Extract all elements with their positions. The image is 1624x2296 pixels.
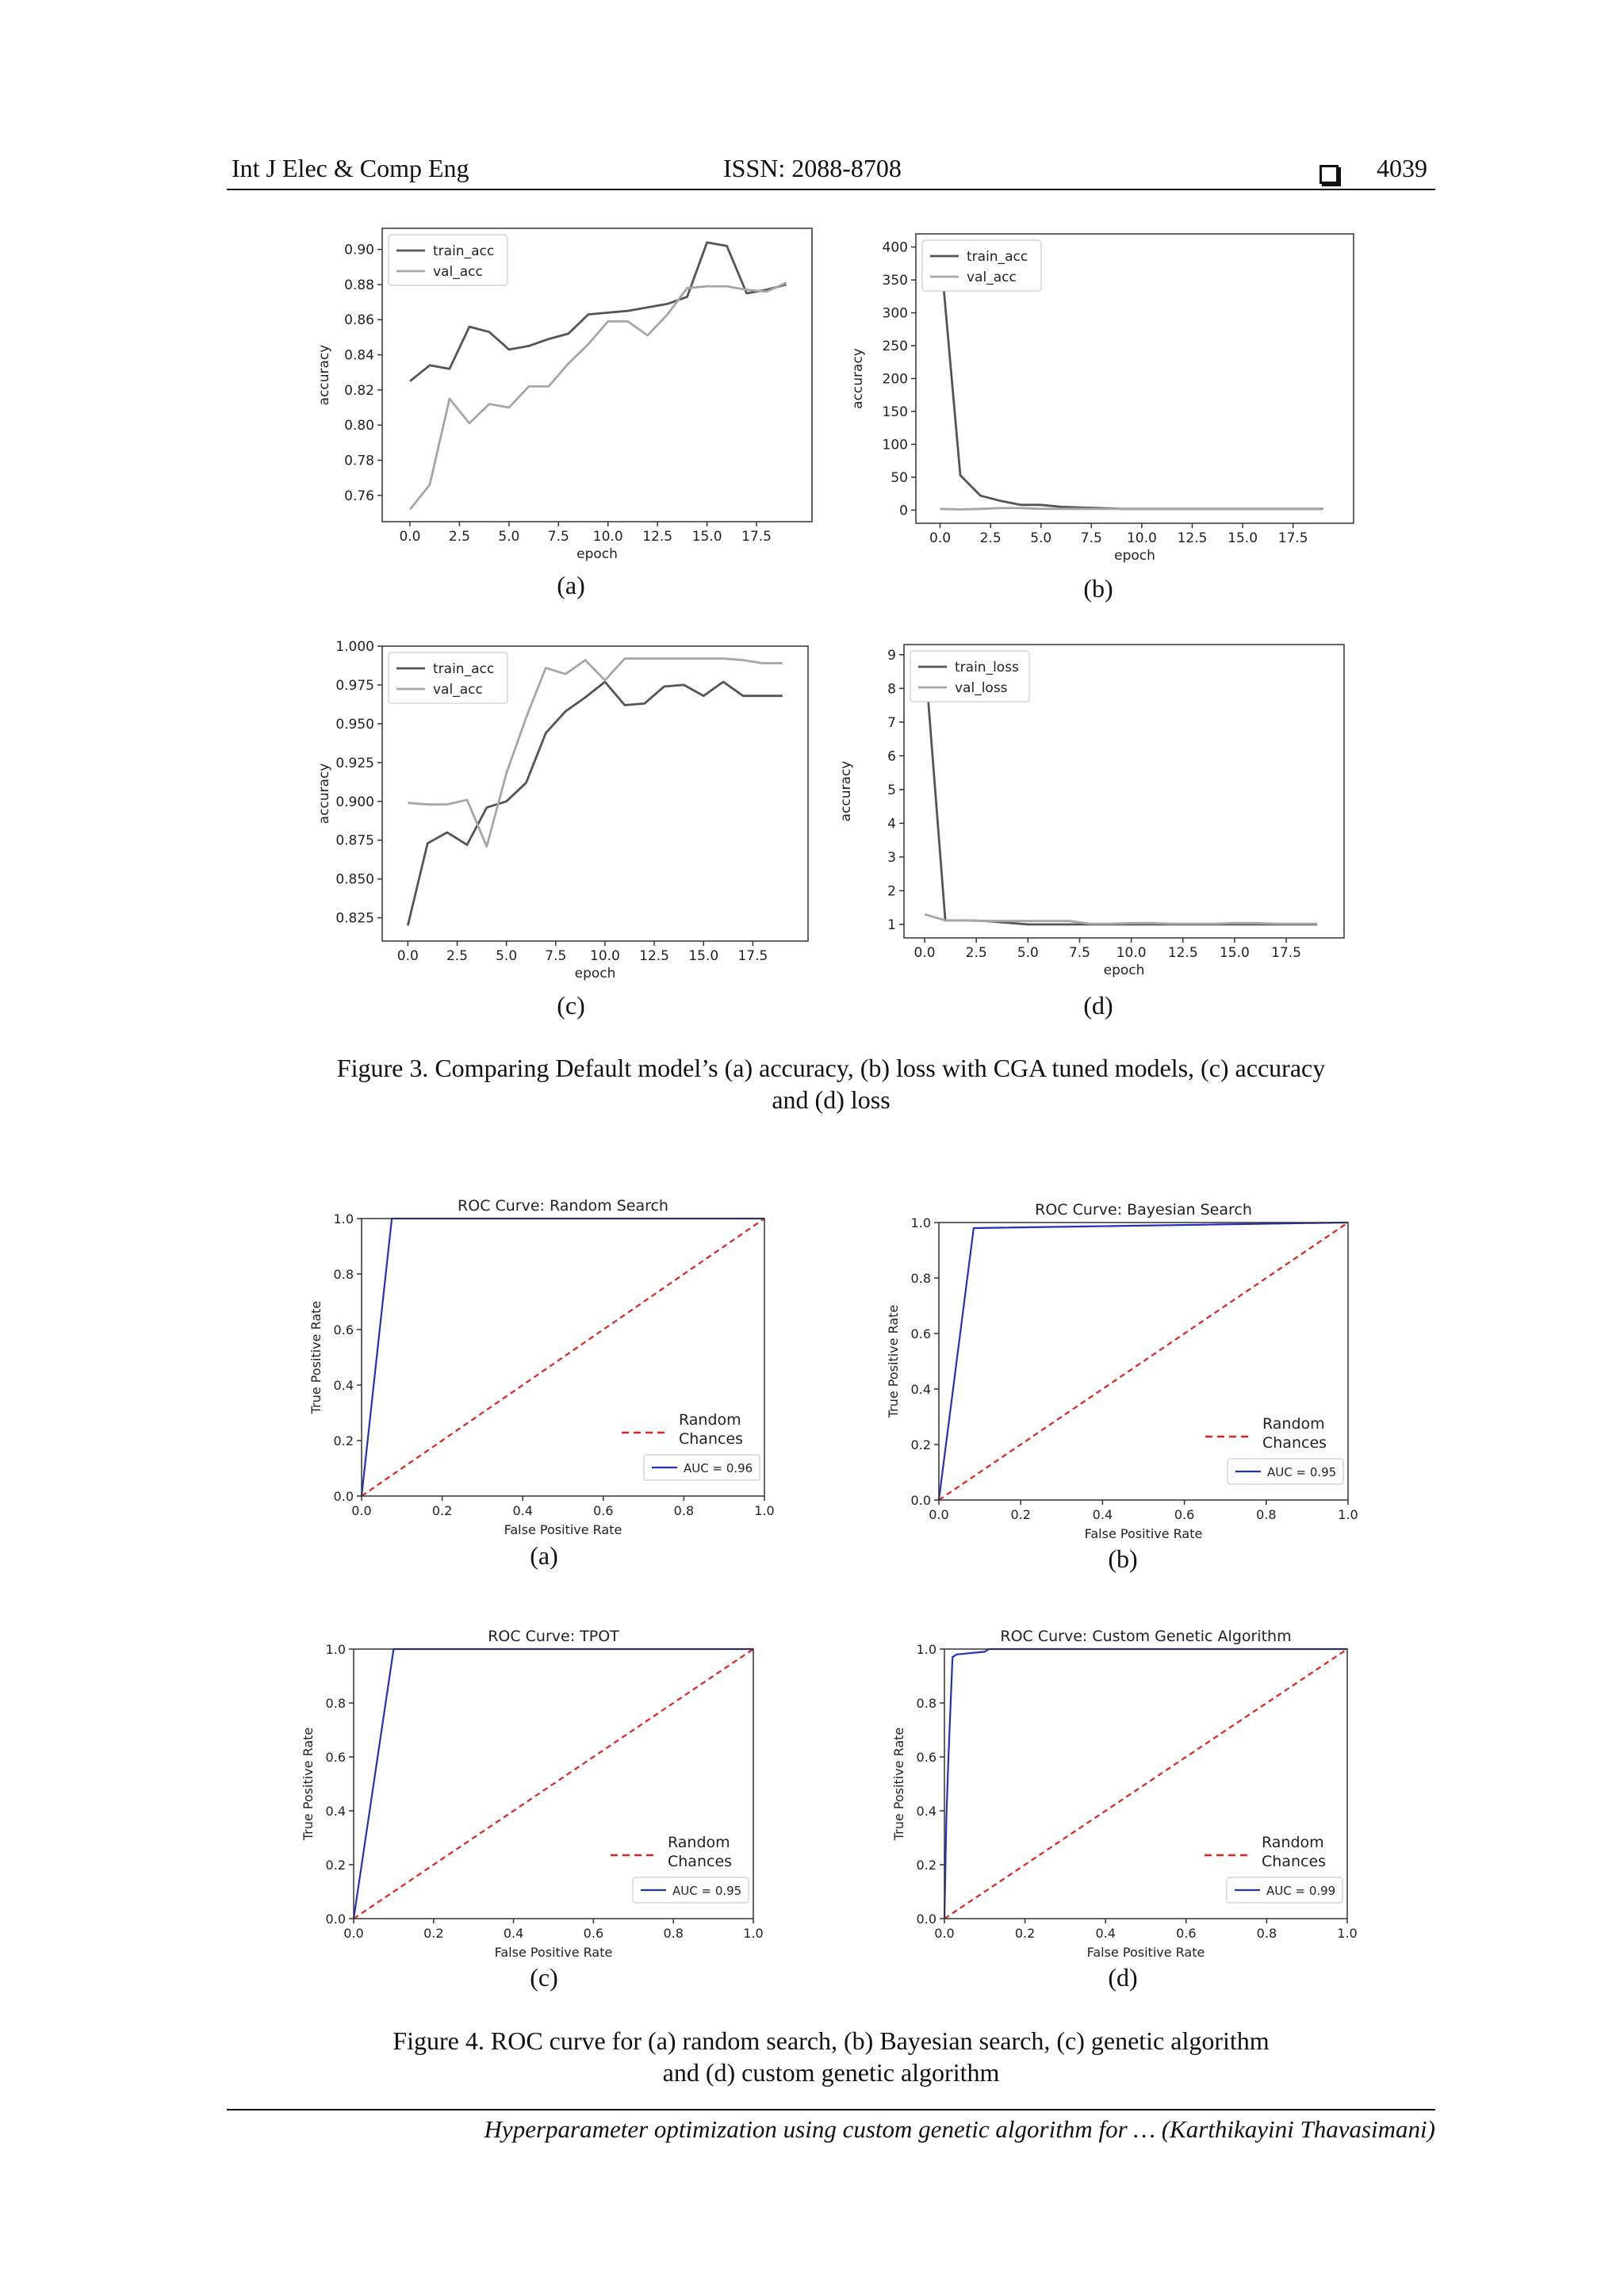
x-tick-label: 0.0 (929, 530, 952, 546)
x-axis-label: False Positive Rate (504, 1522, 622, 1537)
y-tick-label: 0.925 (335, 755, 374, 771)
x-tick-label: 12.5 (642, 529, 673, 545)
x-tick-label: 7.5 (1080, 530, 1102, 546)
running-footer: Hyperparameter optimization using custom genetic algorithm for … (Karthikayini Thavasimani) (484, 2115, 1435, 2143)
footer-rule (227, 2109, 1435, 2110)
y-tick-label: 0.6 (916, 1750, 936, 1765)
x-tick-label: 7.5 (547, 529, 569, 545)
y-tick-label: 0.4 (333, 1378, 354, 1393)
y-tick-label: 0.0 (333, 1489, 354, 1504)
x-tick-label: 0.0 (399, 529, 421, 545)
y-axis-label: accuracy (838, 760, 854, 822)
figure-3-caption-line2: and (d) loss (772, 1085, 891, 1114)
chart-title: ROC Curve: Custom Genetic Algorithm (1000, 1628, 1292, 1645)
x-tick-label: 0.0 (351, 1503, 372, 1518)
x-tick-label: 0.6 (593, 1503, 614, 1518)
y-tick-label: 0.2 (325, 1858, 346, 1873)
figure-4-caption-line2: and (d) custom genetic algorithm (662, 2058, 1000, 2087)
figure-4a-label: (a) (530, 1541, 558, 1570)
x-tick-label: 2.5 (446, 948, 468, 964)
x-tick-label: 5.0 (496, 948, 518, 964)
x-tick-label: 0.4 (512, 1503, 533, 1518)
figure-3a-label: (a) (557, 571, 585, 599)
y-tick-label: 50 (891, 469, 908, 486)
y-tick-label: 3 (887, 849, 896, 866)
y-tick-label: 250 (882, 339, 908, 355)
legend-label: AUC = 0.95 (672, 1884, 742, 1898)
legend-label: Chances (668, 1853, 733, 1870)
legend-label: Random (668, 1834, 730, 1851)
y-tick-label: 200 (882, 371, 908, 388)
y-tick-label: 0.6 (910, 1326, 931, 1341)
y-tick-label: 0.4 (325, 1804, 346, 1819)
y-tick-label: 0.8 (910, 1271, 931, 1286)
legend-label: train_acc (433, 661, 495, 677)
y-tick-label: 0.6 (333, 1322, 354, 1337)
x-tick-label: 12.5 (639, 948, 670, 964)
y-tick-label: 0.76 (344, 488, 374, 504)
x-tick-label: 1.0 (1338, 1507, 1358, 1522)
x-tick-label: 12.5 (1177, 530, 1208, 546)
x-tick-label: 10.0 (1126, 530, 1157, 546)
x-axis-label: False Positive Rate (1086, 1945, 1205, 1960)
x-tick-label: 17.5 (737, 948, 768, 964)
issn: ISSN: 2088-8708 (723, 154, 902, 182)
x-tick-label: 15.0 (691, 529, 722, 545)
y-tick-label: 1 (887, 916, 896, 933)
square-bullet-icon (1320, 157, 1339, 186)
y-tick-label: 1.0 (916, 1642, 936, 1657)
x-tick-label: 10.0 (1116, 945, 1147, 961)
series-line-2 (925, 914, 1317, 924)
y-tick-label: 0.8 (325, 1696, 346, 1711)
x-tick-label: 1.0 (754, 1503, 775, 1518)
x-axis-label: False Positive Rate (494, 1945, 613, 1960)
x-tick-label: 15.0 (688, 948, 719, 964)
y-tick-label: 5 (887, 782, 896, 798)
figure-4b-label: (b) (1108, 1544, 1138, 1573)
x-tick-label: 0.8 (673, 1503, 695, 1518)
legend-label: AUC = 0.96 (684, 1461, 753, 1475)
x-tick-label: 17.5 (1277, 530, 1308, 546)
y-tick-label: 0.90 (344, 242, 374, 258)
x-tick-label: 5.0 (1030, 530, 1052, 546)
x-tick-label: 5.0 (498, 529, 520, 545)
figure-3d-label: (d) (1083, 991, 1113, 1020)
figure-3-caption-line1: Figure 3. Comparing Default model’s (a) accuracy, (b) loss with CGA tuned models, (c) accuracy (336, 1054, 1326, 1082)
figure-4d-chart (892, 1617, 1368, 1966)
y-tick-label: 2 (887, 883, 896, 900)
legend-label: Chances (679, 1430, 744, 1448)
x-tick-label: 17.5 (741, 529, 772, 545)
y-tick-label: 0 (899, 503, 908, 519)
x-tick-label: 5.0 (1017, 945, 1039, 961)
figure-3c-chart (317, 638, 825, 987)
figure-3c-label: (c) (557, 991, 585, 1020)
x-tick-label: 0.8 (1256, 1507, 1277, 1522)
x-tick-label: 12.5 (1167, 945, 1198, 961)
x-axis-label: epoch (1114, 548, 1155, 564)
legend-label: train_acc (967, 249, 1028, 265)
x-tick-label: 0.0 (343, 1926, 364, 1941)
legend-label: val_loss (955, 680, 1008, 696)
figure-3a-chart (317, 222, 825, 571)
x-tick-label: 0.6 (583, 1926, 604, 1941)
x-tick-label: 2.5 (965, 945, 987, 961)
x-axis-label: False Positive Rate (1084, 1526, 1203, 1541)
legend-label: Chances (1262, 1853, 1327, 1870)
y-axis-label: True Positive Rate (891, 1727, 906, 1841)
legend-label: train_loss (955, 660, 1019, 675)
figure-3b-label: (b) (1083, 574, 1113, 603)
y-tick-label: 0.950 (335, 716, 374, 733)
x-tick-label: 0.8 (663, 1926, 684, 1941)
y-tick-label: 300 (882, 305, 908, 322)
legend-label: AUC = 0.99 (1266, 1884, 1336, 1898)
figure-3b-chart (850, 226, 1364, 575)
x-tick-label: 15.0 (1219, 945, 1250, 961)
y-tick-label: 0.80 (344, 418, 374, 434)
y-tick-label: 0.8 (916, 1696, 936, 1711)
legend-label: Random (1262, 1415, 1325, 1433)
y-tick-label: 0.6 (325, 1750, 346, 1765)
x-tick-label: 10.0 (590, 948, 620, 964)
legend-label: AUC = 0.95 (1267, 1465, 1337, 1479)
y-tick-label: 0.82 (344, 382, 374, 399)
x-tick-label: 17.5 (1271, 945, 1301, 961)
x-tick-label: 0.0 (929, 1507, 949, 1522)
y-tick-label: 0.8 (333, 1267, 354, 1282)
x-tick-label: 7.5 (1068, 945, 1091, 961)
x-tick-label: 0.2 (1010, 1507, 1031, 1522)
y-tick-label: 1.0 (910, 1215, 931, 1230)
y-tick-label: 0.850 (335, 871, 374, 888)
y-axis-label: accuracy (316, 763, 332, 825)
y-tick-label: 0.825 (335, 910, 374, 927)
y-tick-label: 0.88 (344, 277, 374, 293)
y-tick-label: 350 (882, 273, 908, 289)
series-line-1 (408, 682, 782, 925)
chart-title: ROC Curve: TPOT (488, 1628, 619, 1645)
x-tick-label: 0.0 (396, 948, 419, 964)
x-tick-label: 2.5 (448, 529, 470, 545)
y-tick-label: 0.4 (916, 1804, 936, 1819)
x-tick-label: 1.0 (1337, 1926, 1358, 1941)
x-tick-label: 7.5 (545, 948, 567, 964)
y-axis-label: accuracy (316, 344, 332, 406)
figure-4c-label: (c) (530, 1963, 558, 1992)
y-tick-label: 1.0 (325, 1642, 346, 1657)
y-tick-label: 100 (882, 437, 908, 453)
y-tick-label: 0.0 (916, 1911, 936, 1927)
legend-label: Random (1262, 1834, 1324, 1851)
x-tick-label: 0.2 (1014, 1926, 1036, 1941)
y-tick-label: 0.84 (344, 347, 374, 364)
y-tick-label: 400 (882, 239, 908, 256)
figure-4-caption-line1: Figure 4. ROC curve for (a) random search, (b) Bayesian search, (c) genetic algorithm (393, 2026, 1270, 2055)
y-tick-label: 8 (887, 681, 896, 698)
y-tick-label: 0.4 (910, 1382, 931, 1397)
y-tick-label: 7 (887, 714, 896, 731)
y-axis-label: True Positive Rate (301, 1727, 316, 1841)
y-tick-label: 6 (887, 748, 896, 765)
journal-name: Int J Elec & Comp Eng (232, 154, 469, 182)
y-axis-label: True Positive Rate (308, 1300, 324, 1414)
y-tick-label: 0.2 (333, 1433, 354, 1448)
x-axis-label: epoch (1103, 962, 1145, 978)
x-tick-label: 0.0 (914, 945, 936, 961)
y-tick-label: 150 (882, 404, 908, 420)
series-line-2 (940, 508, 1323, 510)
y-tick-label: 0.975 (335, 677, 374, 694)
x-tick-label: 0.6 (1174, 1507, 1195, 1522)
figure-4c-chart (301, 1617, 777, 1966)
y-tick-label: 0.0 (910, 1493, 931, 1508)
y-axis-label: accuracy (850, 348, 866, 409)
x-tick-label: 0.6 (1176, 1926, 1197, 1941)
figure-3d-chart (838, 638, 1364, 987)
chart-title: ROC Curve: Random Search (458, 1197, 668, 1215)
chart-title: ROC Curve: Bayesian Search (1035, 1201, 1252, 1219)
y-tick-label: 1.000 (335, 639, 374, 655)
x-tick-label: 0.8 (1256, 1926, 1277, 1941)
series-line-2 (410, 283, 787, 510)
x-tick-label: 0.4 (503, 1926, 524, 1941)
x-tick-label: 2.5 (979, 530, 1002, 546)
y-tick-label: 1.0 (333, 1211, 354, 1226)
y-tick-label: 0.2 (916, 1858, 936, 1873)
legend-label: Random (679, 1411, 741, 1429)
y-tick-label: 0.900 (335, 794, 374, 810)
header-rule (227, 189, 1435, 190)
y-axis-label: True Positive Rate (886, 1304, 901, 1418)
y-tick-label: 0.78 (344, 453, 374, 469)
y-tick-label: 0.0 (325, 1911, 346, 1927)
y-tick-label: 0.2 (910, 1437, 931, 1452)
x-tick-label: 0.4 (1092, 1507, 1113, 1522)
page-number: 4039 (1377, 154, 1427, 182)
x-tick-label: 0.4 (1095, 1926, 1116, 1941)
legend-label: val_acc (433, 682, 483, 698)
x-tick-label: 0.2 (423, 1926, 444, 1941)
figure-4d-label: (d) (1108, 1963, 1138, 1992)
legend-label: val_acc (967, 270, 1017, 285)
x-tick-label: 0.2 (431, 1503, 453, 1518)
x-axis-label: epoch (576, 546, 618, 562)
x-tick-label: 10.0 (592, 529, 623, 545)
legend-label: Chances (1262, 1434, 1327, 1452)
y-tick-label: 9 (887, 647, 896, 664)
x-tick-label: 15.0 (1228, 530, 1258, 546)
x-axis-label: epoch (574, 966, 616, 982)
legend-label: val_acc (433, 264, 483, 280)
y-tick-label: 0.875 (335, 832, 374, 849)
y-tick-label: 4 (887, 816, 896, 832)
x-tick-label: 0.0 (934, 1926, 955, 1941)
figure-4b-chart (886, 1189, 1364, 1541)
y-tick-label: 0.86 (344, 312, 374, 329)
figure-4a-chart (308, 1185, 785, 1537)
x-tick-label: 1.0 (743, 1926, 764, 1941)
legend-label: train_acc (433, 243, 495, 259)
